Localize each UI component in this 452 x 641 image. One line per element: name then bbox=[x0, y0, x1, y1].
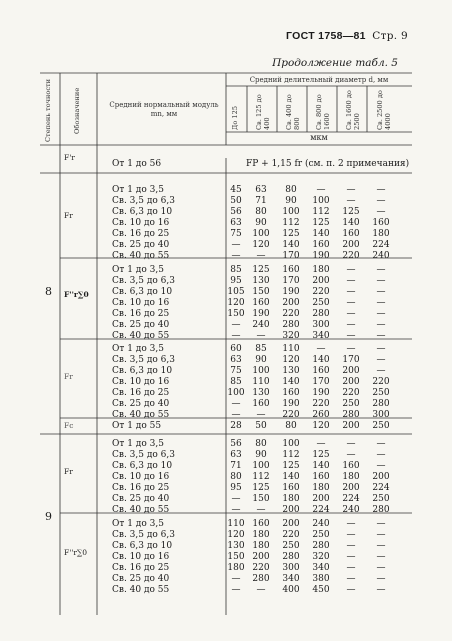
value-cell: 180 bbox=[312, 265, 330, 275]
value-cell: — bbox=[376, 552, 386, 562]
value-cell: — bbox=[376, 276, 386, 286]
value-cell: 140 bbox=[282, 472, 300, 482]
module-range: Св. 16 до 25 bbox=[112, 229, 170, 239]
param-label: F''r∑0 bbox=[64, 548, 88, 557]
value-cell: 170 bbox=[312, 377, 330, 387]
value-cell: 224 bbox=[372, 483, 390, 493]
value-cell: 280 bbox=[372, 505, 390, 515]
value-cell: 250 bbox=[342, 399, 360, 409]
value-cell: 120 bbox=[282, 355, 300, 365]
value-cell: 224 bbox=[312, 505, 330, 515]
value-cell: 250 bbox=[312, 530, 330, 540]
module-range: Св. 40 до 55 bbox=[112, 410, 170, 420]
value-cell: 150 bbox=[252, 287, 270, 297]
value-cell: — bbox=[346, 196, 356, 206]
value-cell: — bbox=[346, 185, 356, 195]
value-cell: 28 bbox=[230, 421, 242, 431]
param-label: F'r bbox=[64, 153, 75, 162]
value-cell: 320 bbox=[312, 552, 330, 562]
value-cell: 280 bbox=[312, 309, 330, 319]
value-cell: 180 bbox=[342, 472, 360, 482]
value-cell: 80 bbox=[255, 439, 267, 449]
value-cell: — bbox=[376, 450, 386, 460]
value-cell: 112 bbox=[282, 218, 300, 228]
standard-number: ГОСТ 1758—81 bbox=[286, 30, 366, 42]
value-cell: 80 bbox=[285, 421, 297, 431]
value-cell: 190 bbox=[252, 309, 270, 319]
value-cell: 125 bbox=[282, 229, 300, 239]
value-cell: 90 bbox=[255, 355, 267, 365]
module-range: Св. 6,3 до 10 bbox=[112, 461, 173, 471]
value-cell: 200 bbox=[342, 366, 360, 376]
value-cell: 45 bbox=[230, 185, 242, 195]
value-cell: — bbox=[231, 410, 241, 420]
value-cell: 85 bbox=[230, 377, 242, 387]
value-cell: 150 bbox=[227, 552, 245, 562]
value-cell: 90 bbox=[255, 450, 267, 460]
value-cell: 160 bbox=[252, 399, 270, 409]
range-header-6: Св. 2500 до 4000 bbox=[376, 90, 392, 130]
module-range: От 1 до 55 bbox=[112, 421, 162, 431]
value-cell: 80 bbox=[230, 472, 242, 482]
value-cell: 130 bbox=[227, 541, 245, 551]
value-cell: — bbox=[256, 585, 266, 595]
value-cell: — bbox=[346, 298, 356, 308]
value-cell: 200 bbox=[342, 421, 360, 431]
value-cell: 130 bbox=[252, 388, 270, 398]
value-cell: 100 bbox=[252, 366, 270, 376]
module-range: Св. 16 до 25 bbox=[112, 388, 170, 398]
value-cell: 140 bbox=[312, 229, 330, 239]
value-cell: 63 bbox=[230, 218, 242, 228]
value-cell: 220 bbox=[282, 309, 300, 319]
value-cell: 280 bbox=[342, 410, 360, 420]
module-range: Св. 16 до 25 bbox=[112, 309, 170, 319]
value-cell: — bbox=[231, 399, 241, 409]
value-cell: — bbox=[376, 574, 386, 584]
value-cell: 220 bbox=[372, 377, 390, 387]
value-cell: 90 bbox=[285, 196, 297, 206]
value-cell: — bbox=[376, 530, 386, 540]
value-cell: — bbox=[376, 196, 386, 206]
value-cell: 180 bbox=[312, 483, 330, 493]
module-range: Св. 10 до 16 bbox=[112, 298, 170, 308]
value-cell: — bbox=[346, 519, 356, 529]
value-cell: — bbox=[376, 366, 386, 376]
value-cell: 240 bbox=[342, 505, 360, 515]
value-cell: — bbox=[376, 541, 386, 551]
degree-8: 8 bbox=[45, 285, 52, 298]
value-cell: 110 bbox=[227, 519, 245, 529]
value-cell: — bbox=[346, 309, 356, 319]
value-cell: — bbox=[346, 450, 356, 460]
value-cell: — bbox=[346, 574, 356, 584]
value-cell: 280 bbox=[372, 399, 390, 409]
value-cell: 240 bbox=[252, 320, 270, 330]
module-range: Св. 3,5 до 6,3 bbox=[112, 450, 175, 460]
module-range: Св. 3,5 до 6,3 bbox=[112, 196, 175, 206]
module-range: Св. 6,3 до 10 bbox=[112, 207, 173, 217]
value-cell: 75 bbox=[230, 366, 242, 376]
value-cell: — bbox=[346, 276, 356, 286]
value-cell: 190 bbox=[282, 287, 300, 297]
value-cell: 200 bbox=[282, 519, 300, 529]
value-cell: 260 bbox=[312, 410, 330, 420]
value-cell: — bbox=[231, 251, 241, 261]
value-cell: — bbox=[346, 331, 356, 341]
value-cell: 220 bbox=[312, 287, 330, 297]
value-cell: 140 bbox=[312, 461, 330, 471]
value-cell: 112 bbox=[252, 472, 270, 482]
module-range: Св. 10 до 16 bbox=[112, 552, 170, 562]
value-cell: — bbox=[346, 344, 356, 354]
param-label: Fr bbox=[64, 211, 73, 220]
module-range: Св. 25 до 40 bbox=[112, 240, 170, 250]
value-cell: — bbox=[346, 530, 356, 540]
module-range: Св. 6,3 до 10 bbox=[112, 287, 173, 297]
value-cell: 80 bbox=[255, 207, 267, 217]
value-cell: — bbox=[316, 185, 326, 195]
value-cell: 170 bbox=[282, 251, 300, 261]
value-cell: 56 bbox=[230, 439, 242, 449]
module-range: Св. 25 до 40 bbox=[112, 320, 170, 330]
value-cell: 125 bbox=[342, 207, 360, 217]
value-cell: 160 bbox=[312, 472, 330, 482]
value-cell: 220 bbox=[342, 388, 360, 398]
value-cell: 250 bbox=[372, 494, 390, 504]
value-cell: 112 bbox=[312, 207, 330, 217]
value-cell: — bbox=[316, 439, 326, 449]
module-range: Св. 3,5 до 6,3 bbox=[112, 355, 175, 365]
value-cell: 250 bbox=[372, 388, 390, 398]
value-cell: 240 bbox=[372, 251, 390, 261]
value-cell: 63 bbox=[255, 185, 267, 195]
value-cell: — bbox=[376, 309, 386, 319]
value-cell: 63 bbox=[230, 450, 242, 460]
value-cell: 100 bbox=[282, 439, 300, 449]
value-cell: 200 bbox=[312, 276, 330, 286]
value-cell: 110 bbox=[282, 344, 300, 354]
value-cell: 100 bbox=[252, 461, 270, 471]
module-range: Св. 40 до 55 bbox=[112, 251, 170, 261]
value-cell: 60 bbox=[230, 344, 242, 354]
value-cell: 220 bbox=[312, 399, 330, 409]
param-label: Fr bbox=[64, 467, 73, 476]
value-cell: 180 bbox=[227, 563, 245, 573]
value-cell: 300 bbox=[372, 410, 390, 420]
value-cell: 450 bbox=[312, 585, 330, 595]
degree-9: 9 bbox=[45, 510, 52, 523]
value-cell: 200 bbox=[312, 494, 330, 504]
value-cell: — bbox=[346, 541, 356, 551]
value-cell: 95 bbox=[230, 276, 242, 286]
value-cell: 280 bbox=[282, 552, 300, 562]
value-cell: 140 bbox=[342, 218, 360, 228]
module-range: Св. 40 до 55 bbox=[112, 331, 170, 341]
module-range: Св. 25 до 40 bbox=[112, 574, 170, 584]
value-cell: — bbox=[376, 185, 386, 195]
module-range: Св. 10 до 16 bbox=[112, 472, 170, 482]
value-cell: 140 bbox=[282, 240, 300, 250]
value-cell: 120 bbox=[227, 298, 245, 308]
value-cell: 160 bbox=[372, 218, 390, 228]
value-cell: 250 bbox=[282, 541, 300, 551]
value-cell: 120 bbox=[252, 240, 270, 250]
module-range: Св. 16 до 25 bbox=[112, 483, 170, 493]
value-cell: — bbox=[231, 320, 241, 330]
units-label: мкм bbox=[310, 133, 328, 142]
module-range: Св. 40 до 55 bbox=[112, 505, 170, 515]
value-cell: 160 bbox=[252, 519, 270, 529]
range-header-5: Св. 1600 до 2500 bbox=[345, 90, 361, 130]
value-cell: — bbox=[376, 519, 386, 529]
value-cell: 125 bbox=[312, 218, 330, 228]
value-cell: 140 bbox=[312, 355, 330, 365]
value-cell: 85 bbox=[230, 265, 242, 275]
value-cell: 160 bbox=[282, 483, 300, 493]
module-range: Св. 3,5 до 6,3 bbox=[112, 530, 175, 540]
module-range: От 1 до 3,5 bbox=[112, 519, 164, 529]
value-cell: 100 bbox=[312, 196, 330, 206]
value-cell: 220 bbox=[282, 410, 300, 420]
module-range: Св. 25 до 40 bbox=[112, 494, 170, 504]
value-cell: 224 bbox=[372, 240, 390, 250]
value-cell: — bbox=[346, 552, 356, 562]
value-cell: — bbox=[376, 563, 386, 573]
value-cell: 240 bbox=[312, 519, 330, 529]
param-column-header: Обозначение bbox=[73, 87, 81, 134]
value-cell: 280 bbox=[312, 541, 330, 551]
module-range: Св. 10 до 16 bbox=[112, 218, 170, 228]
value-cell: — bbox=[231, 240, 241, 250]
value-cell: — bbox=[376, 320, 386, 330]
value-cell: 200 bbox=[372, 472, 390, 482]
value-cell: 160 bbox=[282, 388, 300, 398]
value-cell: 170 bbox=[342, 355, 360, 365]
value-cell: 150 bbox=[252, 494, 270, 504]
value-cell: 280 bbox=[252, 574, 270, 584]
value-cell: — bbox=[376, 355, 386, 365]
range-header-2: Св. 125 до 400 bbox=[255, 94, 271, 130]
value-cell: 150 bbox=[227, 309, 245, 319]
value-cell: — bbox=[346, 287, 356, 297]
page-number: Стр. 9 bbox=[372, 30, 408, 42]
value-cell: 140 bbox=[282, 377, 300, 387]
value-cell: 340 bbox=[282, 574, 300, 584]
value-cell: 200 bbox=[342, 240, 360, 250]
value-cell: 280 bbox=[282, 320, 300, 330]
module-range: Св. 10 до 16 bbox=[112, 377, 170, 387]
param-label: F''r∑0 bbox=[64, 290, 89, 299]
value-cell: 300 bbox=[312, 320, 330, 330]
module-range: От 1 до 3,5 bbox=[112, 439, 164, 449]
value-cell: — bbox=[256, 251, 266, 261]
range-header-3: Св. 400 до 800 bbox=[285, 94, 301, 130]
value-cell: 190 bbox=[312, 251, 330, 261]
value-cell: — bbox=[376, 585, 386, 595]
value-cell: 180 bbox=[282, 494, 300, 504]
value-cell: — bbox=[231, 505, 241, 515]
value-cell: 200 bbox=[252, 552, 270, 562]
value-cell: 200 bbox=[342, 483, 360, 493]
value-cell: — bbox=[376, 265, 386, 275]
value-cell: 250 bbox=[372, 421, 390, 431]
value-cell: 130 bbox=[282, 366, 300, 376]
value-cell: 400 bbox=[282, 585, 300, 595]
diameter-column-header: Средний делительный диаметр d, мм bbox=[249, 76, 389, 84]
value-cell: — bbox=[256, 331, 266, 341]
value-cell: — bbox=[376, 298, 386, 308]
value-cell: 95 bbox=[230, 483, 242, 493]
value-cell: 180 bbox=[372, 229, 390, 239]
value-cell: — bbox=[376, 207, 386, 217]
value-cell: 170 bbox=[282, 276, 300, 286]
value-cell: — bbox=[231, 574, 241, 584]
value-cell: 224 bbox=[342, 494, 360, 504]
value-cell: — bbox=[256, 505, 266, 515]
range-header-4: Св. 800 до 1600 bbox=[315, 94, 331, 130]
value-cell: 105 bbox=[227, 287, 245, 297]
value-cell: — bbox=[346, 265, 356, 275]
continuation-caption: Продолжение табл. 5 bbox=[272, 57, 398, 69]
value-cell: 180 bbox=[252, 530, 270, 540]
value-cell: — bbox=[231, 331, 241, 341]
value-cell: 250 bbox=[312, 298, 330, 308]
value-cell: — bbox=[376, 439, 386, 449]
value-cell: 120 bbox=[312, 421, 330, 431]
value-cell: — bbox=[376, 344, 386, 354]
value-cell: — bbox=[316, 344, 326, 354]
value-cell: 125 bbox=[252, 483, 270, 493]
value-cell: — bbox=[346, 320, 356, 330]
value-cell: 125 bbox=[312, 450, 330, 460]
value-cell: 125 bbox=[252, 265, 270, 275]
value-cell: 160 bbox=[312, 366, 330, 376]
value-cell: 190 bbox=[312, 388, 330, 398]
module-range: От 1 до 3,5 bbox=[112, 265, 164, 275]
value-cell: 160 bbox=[342, 461, 360, 471]
value-cell: 75 bbox=[230, 229, 242, 239]
value-cell: 63 bbox=[230, 355, 242, 365]
module-column-header: Средний нормальный модуль mn, мм bbox=[109, 101, 219, 118]
value-cell: 340 bbox=[312, 563, 330, 573]
module-range: От 1 до 3,5 bbox=[112, 185, 164, 195]
param-label: Fr bbox=[64, 372, 73, 381]
value-cell: 220 bbox=[282, 530, 300, 540]
value-cell: — bbox=[376, 287, 386, 297]
value-cell: 80 bbox=[285, 185, 297, 195]
value-cell: 100 bbox=[252, 229, 270, 239]
module-range: Св. 6,3 до 10 bbox=[112, 366, 173, 376]
value-cell: — bbox=[231, 494, 241, 504]
module-range: Св. 40 до 55 bbox=[112, 585, 170, 595]
formula-cell: FP + 1,15 fr (см. п. 2 примечания) bbox=[246, 159, 410, 169]
param-label: Fc bbox=[64, 421, 74, 430]
value-cell: 200 bbox=[342, 377, 360, 387]
value-cell: — bbox=[376, 331, 386, 341]
value-cell: 300 bbox=[282, 563, 300, 573]
degree-column-header: Степень точности bbox=[44, 78, 52, 142]
value-cell: 160 bbox=[312, 240, 330, 250]
value-cell: 340 bbox=[312, 331, 330, 341]
value-cell: 50 bbox=[255, 421, 267, 431]
module-range: Св. 3,5 до 6,3 bbox=[112, 276, 175, 286]
value-cell: 50 bbox=[230, 196, 242, 206]
range-header-1: До 125 bbox=[231, 105, 239, 130]
value-cell: 100 bbox=[282, 207, 300, 217]
value-cell: 180 bbox=[252, 541, 270, 551]
value-cell: 160 bbox=[342, 229, 360, 239]
module-range: От 1 до 56 bbox=[112, 159, 162, 169]
value-cell: 120 bbox=[227, 530, 245, 540]
module-range: Св. 16 до 25 bbox=[112, 563, 170, 573]
value-cell: 160 bbox=[282, 265, 300, 275]
value-cell: — bbox=[346, 585, 356, 595]
value-cell: 56 bbox=[230, 207, 242, 217]
value-cell: — bbox=[376, 461, 386, 471]
value-cell: 110 bbox=[252, 377, 270, 387]
value-cell: 125 bbox=[282, 461, 300, 471]
value-cell: — bbox=[256, 410, 266, 420]
value-cell: — bbox=[346, 563, 356, 573]
value-cell: 380 bbox=[312, 574, 330, 584]
value-cell: 320 bbox=[282, 331, 300, 341]
value-cell: 71 bbox=[255, 196, 267, 206]
module-range: Св. 6,3 до 10 bbox=[112, 541, 173, 551]
value-cell: 200 bbox=[282, 505, 300, 515]
value-cell: 71 bbox=[230, 461, 242, 471]
module-range: Св. 25 до 40 bbox=[112, 399, 170, 409]
value-cell: 85 bbox=[255, 344, 267, 354]
value-cell: 200 bbox=[282, 298, 300, 308]
value-cell: 112 bbox=[282, 450, 300, 460]
value-cell: 160 bbox=[252, 298, 270, 308]
value-cell: — bbox=[231, 585, 241, 595]
value-cell: — bbox=[346, 439, 356, 449]
value-cell: 220 bbox=[252, 563, 270, 573]
value-cell: 90 bbox=[255, 218, 267, 228]
value-cell: 130 bbox=[252, 276, 270, 286]
value-cell: 220 bbox=[342, 251, 360, 261]
value-cell: 100 bbox=[227, 388, 245, 398]
module-range: От 1 до 3,5 bbox=[112, 344, 164, 354]
value-cell: 190 bbox=[282, 399, 300, 409]
